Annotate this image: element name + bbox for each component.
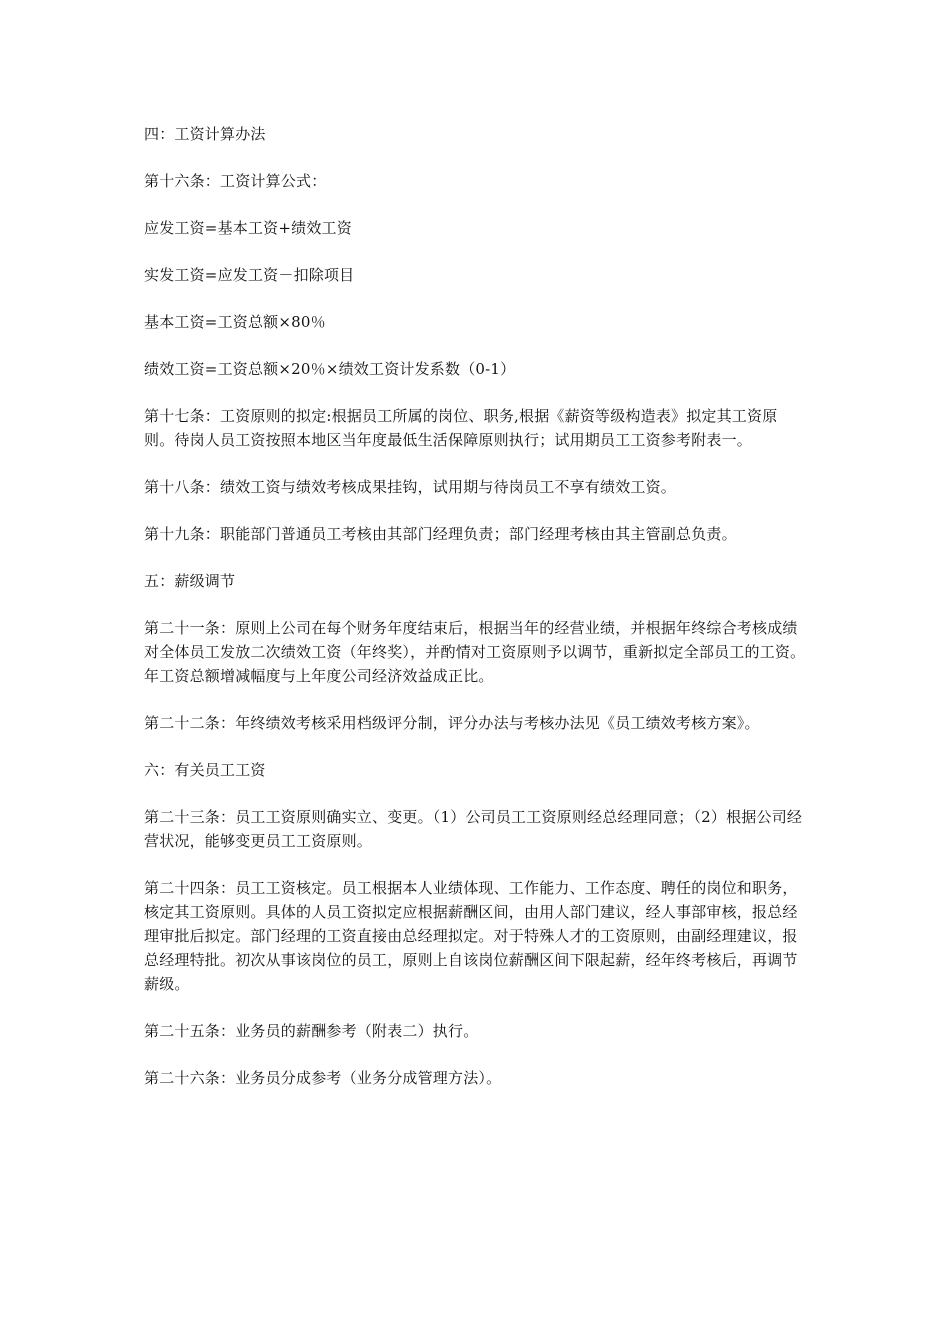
article-paragraph: 第二十四条：员工工资核定。员工根据本人业绩体现、工作能力、工作态度、聘任的岗位和职务，核定其工资原则。具体的人员工资拟定应根据薪酬区间，由用人部门建议，经人事部审核，报总经理审批后拟定。部门经理的工资直接由总经理拟定。对于特殊人才的工资原则，由副经理建议，报总经理特批。初次从事该岗位的员工，原则上自该岗位薪酬区间下限起薪，经年终考核后，再调节薪级。: [144, 879, 798, 993]
article-paragraph: 第二十二条：年终绩效考核采用档级评分制，评分办法与考核办法见《员工绩效考核方案》。: [144, 714, 760, 732]
formula-line: 实发工资=应发工资－扣除项目: [144, 266, 355, 284]
article-paragraph: 第二十五条：业务员的薪酬参考（附表二）执行。: [144, 1022, 479, 1040]
article-paragraph: 第十七条：工资原则的拟定:根据员工所属的岗位、职务,根据《薪资等级构造表》拟定其工资原则。待岗人员工资按照本地区当年度最低生活保障原则执行；试用期员工工资参考附表一。: [144, 407, 778, 449]
formula-line: 绩效工资=工资总额×20％×绩效工资计发系数（0-1）: [144, 360, 516, 378]
document-body: [144, 122, 806, 1113]
article-paragraph: 第二十一条：原则上公司在每个财务年度结束后，根据当年的经营业绩，并根据年终综合考核成绩对全体员工发放二次绩效工资（年终奖），并酌情对工资原则予以调节，重新拟定全部员工的工资。年工资总额增减幅度与上年度公司经济效益成正比。: [144, 619, 806, 685]
article-paragraph: 第十九条：职能部门普通员工考核由其部门经理负责；部门经理考核由其主管副总负责。: [144, 525, 737, 543]
section-heading: 五：薪级调节: [144, 572, 236, 590]
article-paragraph: 第十六条：工资计算公式：: [144, 172, 327, 190]
section-heading: 四：工资计算办法: [144, 125, 266, 143]
formula-line: 应发工资=基本工资+绩效工资: [144, 219, 352, 237]
article-paragraph: 第二十三条：员工工资原则确实立、变更。（1）公司员工工资原则经总经理同意；（2）根据公司经营状况，能够变更员工工资原则。: [144, 808, 803, 850]
formula-line: 基本工资=工资总额×80％: [144, 313, 326, 331]
article-paragraph: 第二十六条：业务员分成参考（业务分成管理方法）。: [144, 1069, 502, 1087]
article-paragraph: 第十八条：绩效工资与绩效考核成果挂钩，试用期与待岗员工不享有绩效工资。: [144, 478, 677, 496]
section-heading: 六：有关员工工资: [144, 761, 266, 779]
